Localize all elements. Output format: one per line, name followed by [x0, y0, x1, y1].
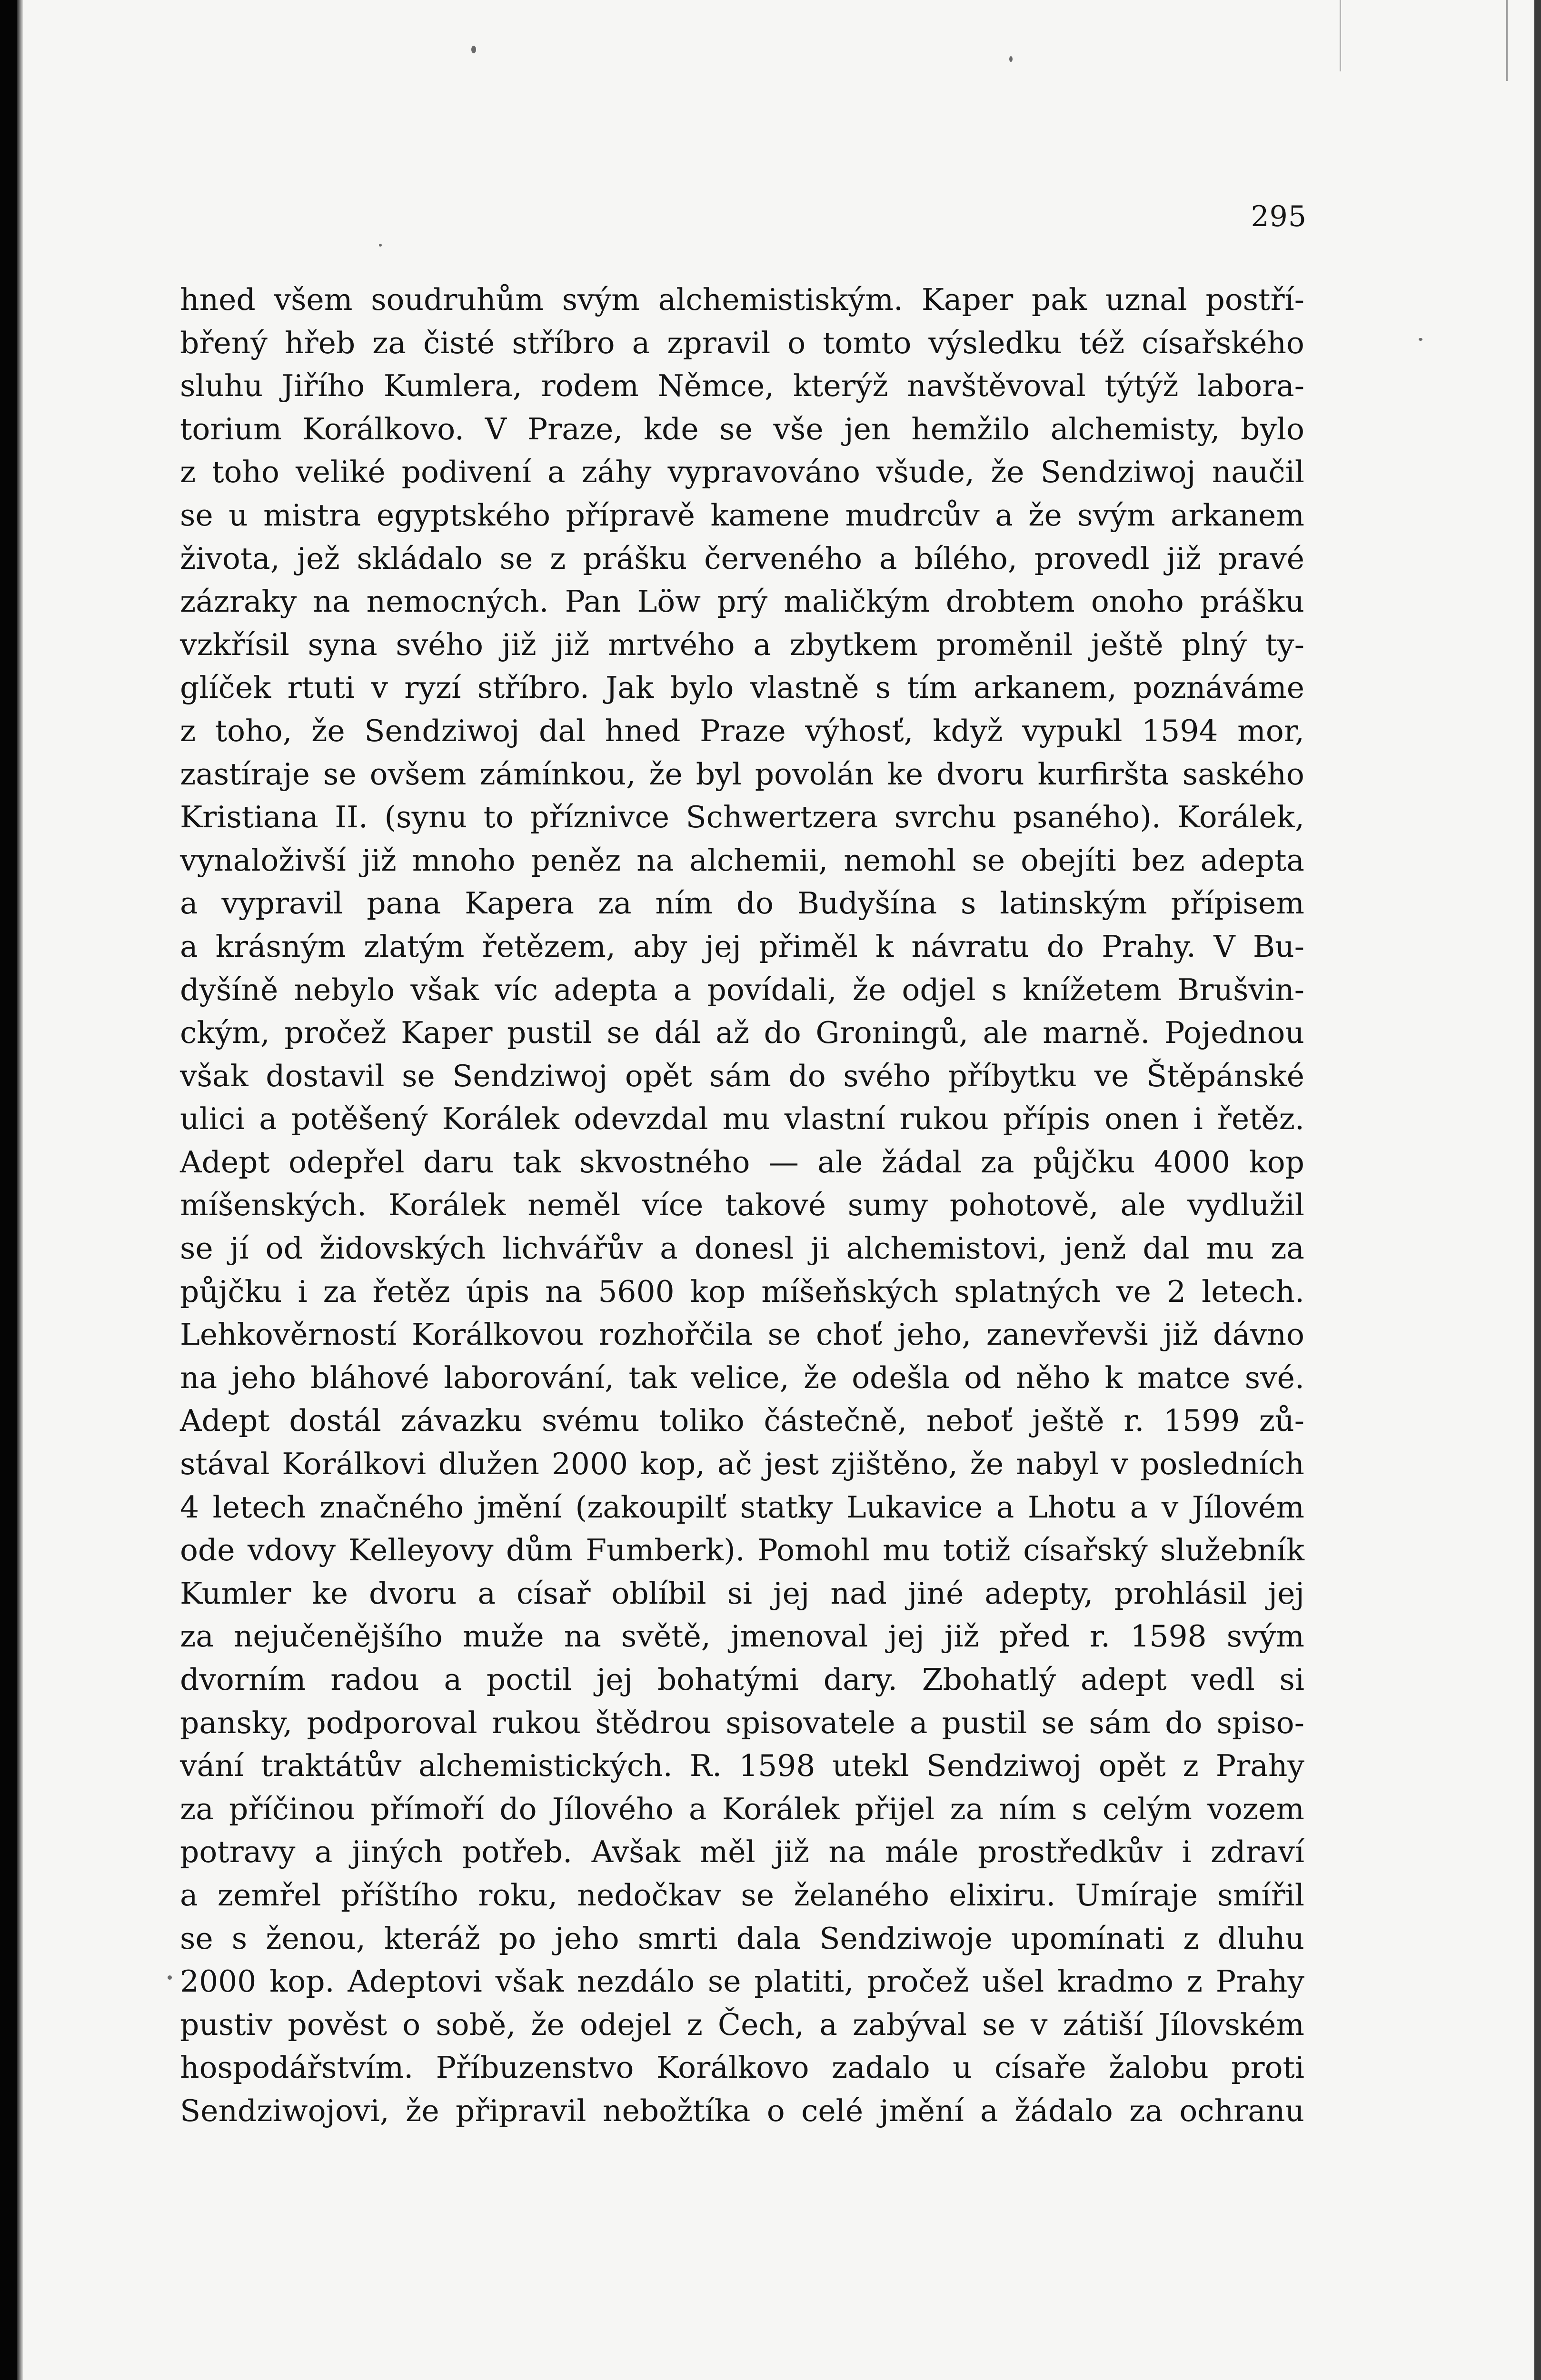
scan-speck: [168, 1975, 172, 1980]
text-line: stával Korálkovi dlužen 2000 kop, ač jest zjištěno, že nabyl v posledních: [180, 1447, 1304, 1482]
text-line: Kumler ke dvoru a císař oblíbil si jej nad jiné adepty, prohlásil jej: [180, 1576, 1304, 1611]
text-line: glíček rtuti v ryzí stříbro. Jak bylo vlastně s tím arkanem, poznáváme: [180, 670, 1304, 705]
text-line: Adept dostál závazku svému toliko částečně, neboť ještě r. 1599 zů-: [180, 1403, 1304, 1438]
text-line: za nejučenějšího muže na světě, jmenoval jej již před r. 1598 svým: [180, 1619, 1304, 1654]
text-line: hned všem soudruhům svým alchemistiským. Kaper pak uznal postří-: [180, 282, 1304, 317]
text-line: z toho veliké podivení a záhy vypravováno všude, že Sendziwoj naučil: [180, 455, 1304, 490]
scan-speck: [379, 244, 382, 247]
text-line: na jeho bláhové laborování, tak velice, že odešla od něho k matce své.: [180, 1360, 1304, 1395]
text-line: dvorním radou a poctil jej bohatými dary. Zbohatlý adept vedl si: [180, 1662, 1304, 1697]
text-line: Kristiana II. (synu to příznivce Schwertzera svrchu psaného). Korálek,: [180, 800, 1304, 835]
text-line: pansky, podporoval rukou štědrou spisovatele a pustil se sám do spiso-: [180, 1705, 1304, 1740]
body-text: [180, 278, 1304, 2133]
text-line: břený hřeb za čisté stříbro a zpravil o tomto výsledku též císařského: [180, 325, 1304, 360]
text-line: Lehkověrností Korálkovou rozhořčila se choť jeho, zanevřevši již dávno: [180, 1317, 1304, 1352]
text-line: ulici a potěšený Korálek odevzdal mu vlastní rukou přípis onen i řetěz.: [180, 1101, 1304, 1137]
scan-speck: [1419, 338, 1422, 341]
page-right-scan-line: [1506, 0, 1508, 81]
text-line: vynaloživší již mnoho peněz na alchemii, nemohl se obejíti bez adepta: [180, 843, 1304, 878]
text-line: torium Korálkovo. V Praze, kde se vše jen hemžilo alchemisty, bylo: [180, 411, 1304, 446]
text-line: se s ženou, kteráž po jeho smrti dala Sendziwoje upomínati z dluhu: [180, 1921, 1304, 1956]
text-line: a krásným zlatým řetězem, aby jej přiměl k návratu do Prahy. V Bu-: [180, 929, 1304, 964]
text-line: dyšíně nebylo však víc adepta a povídali, že odjel s knížetem Brušvin-: [180, 972, 1304, 1007]
text-line: vzkřísil syna svého již již mrtvého a zbytkem proměnil ještě plný ty-: [180, 627, 1304, 662]
page-left-edge-shadow: [0, 0, 17, 2380]
text-line: potravy a jiných potřeb. Avšak měl již na mále prostředkův i zdraví: [180, 1835, 1304, 1870]
text-line: a vypravil pana Kapera za ním do Budyšína s latinským přípisem: [180, 886, 1304, 921]
text-line: vání traktátův alchemistických. R. 1598 utekl Sendziwoj opět z Prahy: [180, 1748, 1304, 1784]
text-line: ode vdovy Kelleyovy dům Fumberk). Pomohl mu totiž císařský služebník: [180, 1533, 1304, 1568]
text-line: z toho, že Sendziwoj dal hned Praze výhosť, když vypukl 1594 mor,: [180, 713, 1304, 748]
text-line: však dostavil se Sendziwoj opět sám do svého příbytku ve Štěpánské: [180, 1058, 1304, 1093]
page-gutter-gradient: [17, 0, 23, 2380]
text-line: za příčinou přímoří do Jílového a Korálek přijel za ním s celým vozem: [180, 1791, 1304, 1826]
text-line: se u mistra egyptského přípravě kamene mudrcův a že svým arkanem: [180, 497, 1304, 533]
text-line: zázraky na nemocných. Pan Löw prý maličkým drobtem onoho prášku: [180, 584, 1304, 619]
text-line: zastíraje se ovšem zámínkou, že byl povolán ke dvoru kurfiršta saského: [180, 756, 1304, 792]
page-number: 295: [1251, 200, 1307, 233]
text-line: 4 letech značného jmění (zakoupilť statky Lukavice a Lhotu a v Jílovém: [180, 1489, 1304, 1525]
text-line: Adept odepřel daru tak skvostného — ale žádal za půjčku 4000 kop: [180, 1144, 1304, 1180]
page-top-scan-mark: [1340, 0, 1341, 71]
text-line: Sendziwojovi, že připravil nebožtíka o celé jmění a žádalo za ochranu: [180, 2093, 1304, 2128]
text-line: míšenských. Korálek neměl více takové sumy pohotově, ale vydlužil: [180, 1188, 1304, 1223]
text-line: pustiv pověst o sobě, že odejel z Čech, a zabýval se v zátiší Jílovském: [180, 2007, 1304, 2042]
text-line: ckým, pročež Kaper pustil se dál až do Groningů, ale marně. Pojednou: [180, 1015, 1304, 1051]
scan-speck: [471, 46, 476, 53]
text-line: se jí od židovských lichvářův a donesl ji alchemistovi, jenž dal mu za: [180, 1231, 1304, 1266]
text-line: hospodářstvím. Příbuzenstvo Korálkovo zadalo u císaře žalobu proti: [180, 2050, 1304, 2085]
text-line: a zemřel příštího roku, nedočkav se želaného elixiru. Umíraje smířil: [180, 1877, 1304, 1913]
text-line: půjčku i za řetěz úpis na 5600 kop míšeňských splatných ve 2 letech.: [180, 1274, 1304, 1309]
text-line: 2000 kop. Adeptovi však nezdálo se platiti, pročež ušel kradmo z Prahy: [180, 1964, 1304, 1999]
text-line: sluhu Jiřího Kumlera, rodem Němce, kterýž navštěvoval týtýž labora-: [180, 368, 1304, 404]
text-line: života, jež skládalo se z prášku červeného a bílého, provedl již pravé: [180, 541, 1304, 576]
scan-speck: [1009, 56, 1013, 62]
page-right-edge: [1534, 0, 1541, 2380]
